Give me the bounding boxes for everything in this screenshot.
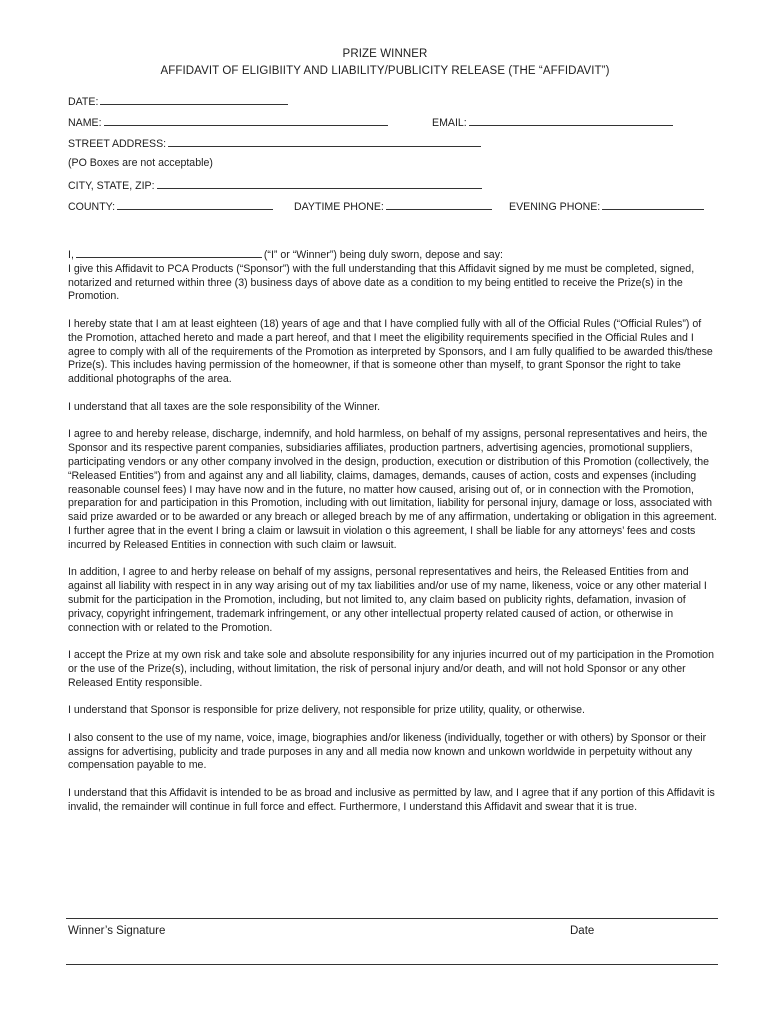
city-state-zip-input[interactable] (157, 179, 482, 189)
county-input[interactable] (117, 200, 273, 210)
po-box-note: (PO Boxes are not acceptable) (68, 157, 213, 169)
affidavit-body (68, 248, 718, 828)
paragraph-consent: I also consent to the use of my name, voice, image, biographies and/or likeness (individually, together or with others) by Sponsor or their assigns for advertising, publicity and trade purposes in any and all media now known and unkown worldwide in perpetuity without any compensation payable to me. (68, 731, 707, 772)
evening-phone-input[interactable] (602, 200, 704, 210)
signature-top-rule (66, 918, 718, 919)
date-label: DATE: (68, 96, 99, 108)
daytime-phone-field (294, 200, 492, 213)
daytime-phone-input[interactable] (386, 200, 492, 210)
county-label: COUNTY: (68, 201, 116, 213)
evening-phone-label: EVENING PHONE: (509, 201, 601, 213)
date-field (68, 95, 288, 108)
paragraph-delivery: I understand that Sponsor is responsible for prize delivery, not responsible for prize utility, quality, or otherwise. (68, 704, 585, 717)
paragraph-publicity-release: In addition, I agree to and herby release on behalf of my assigns, personal representatives and heirs, the Released Entities from and against all liability with respect in in any way arising out of my tax liabilities and/or use of my name, likeness, voice or any other material I submit for the participation in the Promotion, including, but not limited to, any claim based on publicity rights, defamation, invasion of privacy, copyright infringement, trademark infringement, or any other intellectual property related caused of action, or otherwise in connection with or related to the Promotion. (68, 566, 707, 634)
document-title: PRIZE WINNER (342, 48, 428, 60)
street-address-label: STREET ADDRESS: (68, 138, 167, 150)
paragraph-affidavit-purpose: I give this Affidavit to PCA Products (“Sponsor”) with the full understanding that this Affidavit signed by me must be completed, signed, notarized and returned within three (3) business days of above date as a condition to my being entitled to receive the Prize(s) in the Promotion. (68, 262, 695, 303)
paragraph-eligibility: I hereby state that I am at least eighteen (18) years of age and that I have complied fully with all of the Official Rules (“Official Rules”) of the Promotion, attached hereto and made a part hereof, and that I meet the eligibility requirements specified in the Official Rules and I agree to comply with all of the requirements of the Promotion as interpreted by Sponsors, and I am fully qualified to be awarded this/these Prize(s). This includes having permission of the homeowner, if that is someone other than myself, to grant Sponsor the right to take additional photographs of the area. (68, 317, 713, 386)
oath-line (68, 248, 718, 263)
signature-line[interactable] (66, 964, 718, 965)
date-input[interactable] (100, 95, 288, 105)
paragraph-taxes: I understand that all taxes are the sole responsibility of the Winner. (68, 400, 381, 413)
street-address-field (68, 137, 481, 150)
winner-signature-label: Winner’s Signature (68, 925, 166, 937)
email-input[interactable] (469, 116, 673, 126)
name-input[interactable] (104, 116, 388, 126)
city-state-zip-label: CITY, STATE, ZIP: (68, 180, 155, 192)
county-field (68, 200, 273, 213)
oath-prefix: I, (68, 249, 74, 261)
street-address-input[interactable] (168, 137, 481, 147)
paragraph-release: I agree to and hereby release, discharge, indemnify, and hold harmless, on behalf of my assigns, personal representatives and heirs, the Sponsor and its respective parent companies, subsidiaries affiliates, production partners, advertising agencies, promotional suppliers, participating vendors or any other company involved in the design, production, execution or distribution of this Promotion (collectively, the “Released Entities”) from and against any and all liability, claims, damages, demands, causes of action, costs and expenses (including reasonable counsel fees) I may have now and in the future, no matter how caused, arising out of, or in connection with the Promotion, preparation for and participation in this Promotion, including with out limitation, liability for personal injury, damage or loss, associated with said prize awarded or to be awarded or any breach or alleged breach by me of any affirmation, undertaking or obligation in this agreement. I further agree that in the event I bring a claim or lawsuit in violation o this agreement, I shall be liable for any attorneys’ fees and costs incurred by Released Entities in connection with such claim or lawsuit. (68, 428, 717, 551)
city-state-zip-field (68, 179, 482, 192)
oath-suffix: (“I” or “Winner”) being duly sworn, depose and say: (263, 249, 503, 261)
signature-date-label: Date (570, 925, 595, 937)
evening-phone-field (509, 200, 704, 213)
document-subtitle: AFFIDAVIT OF ELIGIBIITY AND LIABILITY/PUBLICITY RELEASE (THE “AFFIDAVIT”) (160, 65, 610, 77)
name-label: NAME: (68, 117, 102, 129)
name-field (68, 116, 388, 129)
paragraph-severability: I understand that this Affidavit is intended to be as broad and inclusive as permitted by law, and I agree that if any portion of this Affidavit is invalid, the remainder will continue in full force and effect. Furthermore, I understand this Affidavit and swear that it is true. (68, 787, 715, 813)
email-label: EMAIL: (432, 117, 467, 129)
winner-name-blank[interactable] (76, 248, 262, 258)
email-field (432, 116, 673, 129)
paragraph-risk: I accept the Prize at my own risk and take sole and absolute responsibility for any injuries incurred out of my participation in the Promotion or the use of the Prize(s), including, without limitation, the risk of personal injury and/or death, and will not hold Sponsor or any other Released Entity responsible. (68, 649, 714, 689)
daytime-phone-label: DAYTIME PHONE: (294, 201, 384, 213)
